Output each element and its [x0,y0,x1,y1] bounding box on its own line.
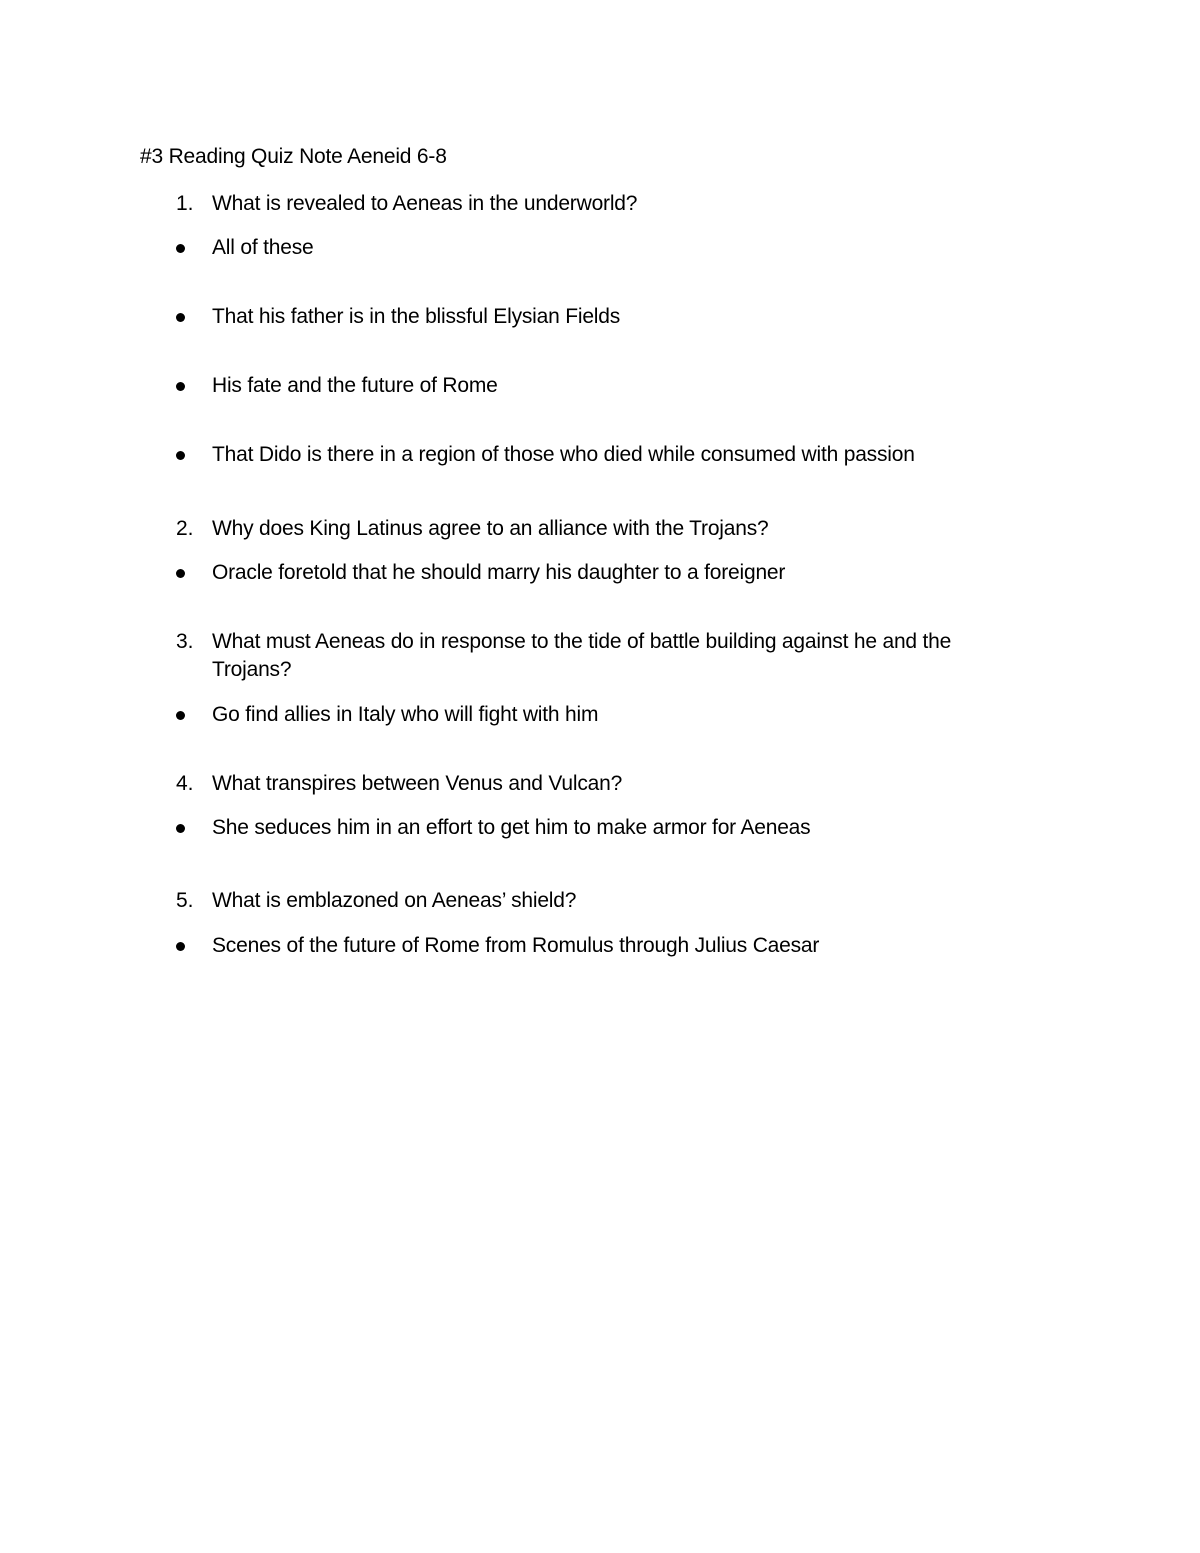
answer-text: All of these [212,236,314,259]
answer-text: Scenes of the future of Rome from Romulus through Julius Caesar [212,934,820,957]
question-number: 3. [176,630,194,653]
bullet-icon [176,313,185,322]
bullet-icon [176,824,185,833]
question-number: 2. [176,517,194,540]
bullet-icon [176,244,185,253]
document-title: #3 Reading Quiz Note Aeneid 6-8 [140,145,447,168]
question-text: What transpires between Venus and Vulcan? [212,772,623,795]
answer-text: Go find allies in Italy who will fight with him [212,703,599,726]
question-number: 5. [176,889,194,912]
question-text: What is revealed to Aeneas in the underworld? [212,192,638,215]
bullet-icon [176,451,185,460]
question-number: 1. [176,192,194,215]
answer-text: His fate and the future of Rome [212,374,498,397]
bullet-icon [176,382,185,391]
question-text-line-2: Trojans? [212,658,292,681]
answer-text: That his father is in the blissful Elysian Fields [212,305,621,328]
bullet-icon [176,569,185,578]
question-number: 4. [176,772,194,795]
question-text-line-1: What must Aeneas do in response to the tide of battle building against he and the [212,630,952,653]
bullet-icon [176,711,185,720]
question-text: Why does King Latinus agree to an alliance with the Trojans? [212,517,769,540]
bullet-icon [176,942,185,951]
answer-text: That Dido is there in a region of those who died while consumed with passion [212,443,915,466]
question-text: What is emblazoned on Aeneas’ shield? [212,889,577,912]
answer-text: She seduces him in an effort to get him to make armor for Aeneas [212,816,811,839]
answer-text: Oracle foretold that he should marry his daughter to a foreigner [212,561,786,584]
